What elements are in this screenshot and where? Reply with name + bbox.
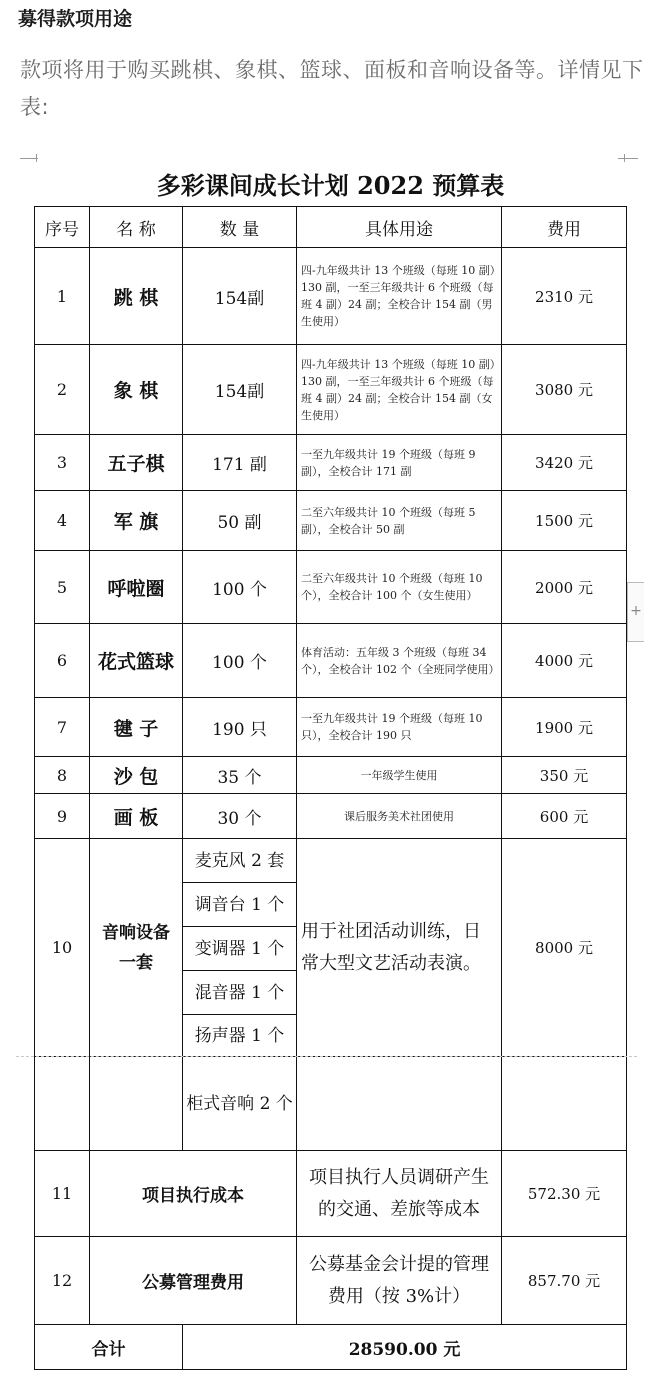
table-row [35,248,627,345]
row-cost: 3080 元 [502,345,627,435]
sub-item: 调音台 1 个 [183,883,297,927]
row-qty: 100 个 [183,551,297,624]
row-cost: 1900 元 [502,698,627,757]
row-qty: 100 个 [183,624,297,698]
budget-table [34,161,627,1370]
table-row [35,698,627,757]
row-name: 项目执行成本 [90,1151,297,1237]
intro-paragraph: 款项将用于购买跳棋、象棋、篮球、面板和音响设备等。详情见下表: [20,58,644,119]
section-heading: 募得款项用途 [18,8,133,30]
row-name: 象 棋 [90,345,183,435]
row-no: 11 [35,1151,90,1237]
row-no: 3 [35,435,90,491]
row-cost: 3420 元 [502,435,627,491]
row-name: 毽 子 [90,698,183,757]
sub-item: 变调器 1 个 [183,927,297,971]
row-use: 项目执行人员调研产生的交通、差旅等成本 [297,1151,502,1237]
table-row [35,551,627,624]
empty-cell [35,1057,90,1151]
row-qty: 190 只 [183,698,297,757]
row-no: 12 [35,1237,90,1325]
table-row [35,757,627,794]
row-qty: 171 副 [183,435,297,491]
page-break-line [16,1056,637,1057]
row-no: 8 [35,757,90,794]
total-label: 合计 [35,1325,183,1370]
row-qty: 50 副 [183,491,297,551]
sub-item: 扬声器 1 个 [183,1015,297,1057]
sub-item: 麦克风 2 套 [183,839,297,883]
table-row [35,345,627,435]
row-no: 5 [35,551,90,624]
total-row [35,1325,627,1370]
header-qty: 数 量 [183,207,297,248]
row-name [90,839,183,1057]
corner-mark-right [618,158,638,159]
row-name: 呼啦圈 [90,551,183,624]
row-qty: 154副 [183,248,297,345]
row-cost: 2310 元 [502,248,627,345]
header-use: 具体用途 [297,207,502,248]
row-no: 1 [35,248,90,345]
row-use: 一至九年级共计 19 个班级（每班 10 只），全校合计 190 只 [297,698,502,757]
table-row [35,435,627,491]
header-no: 序号 [35,207,90,248]
row-no: 6 [35,624,90,698]
empty-cell [502,1057,627,1151]
row-name: 沙 包 [90,757,183,794]
row-cost: 1500 元 [502,491,627,551]
plus-icon: + [630,603,642,619]
table-row [35,1151,627,1237]
row-qty: 154副 [183,345,297,435]
row-name-line2: 一套 [119,952,153,973]
row-use: 公募基金会计提的管理费用（按 3%计） [297,1237,502,1325]
row-cost: 600 元 [502,794,627,839]
table-title: 多彩课间成长计划 2022 预算表 [35,161,627,207]
row-use: 二至六年级共计 10 个班级（每班 10 个），全校合计 100 个（女生使用） [297,551,502,624]
empty-cell [90,1057,183,1151]
table-row [35,1237,627,1325]
row-no: 4 [35,491,90,551]
row-use: 二至六年级共计 10 个班级（每班 5 副），全校合计 50 副 [297,491,502,551]
row-name: 公募管理费用 [90,1237,297,1325]
table-row [35,839,627,883]
header-cost: 费用 [502,207,627,248]
table-row [35,624,627,698]
row-use: 课后服务美术社团使用 [297,794,502,839]
row-name: 军 旗 [90,491,183,551]
row-no: 10 [35,839,90,1057]
row-cost: 2000 元 [502,551,627,624]
row-use: 一年级学生使用 [297,757,502,794]
table-row [35,794,627,839]
table-row [35,1057,627,1151]
row-name: 五子棋 [90,435,183,491]
row-cost: 857.70 元 [502,1237,627,1325]
empty-cell [297,1057,502,1151]
row-no: 2 [35,345,90,435]
row-cost: 350 元 [502,757,627,794]
row-no: 7 [35,698,90,757]
side-expand-tab[interactable] [627,582,644,642]
header-row [35,207,627,248]
row-use: 体育活动：五年级 3 个班级（每班 34 个），全校合计 102 个（全班同学使用） [297,624,502,698]
row-qty: 30 个 [183,794,297,839]
header-name: 名 称 [90,207,183,248]
row-name: 花式篮球 [90,624,183,698]
row-name: 跳 棋 [90,248,183,345]
row-use: 四-九年级共计 13 个班级（每班 10 副）130 副，一至三年级共计 6 个班级（每班 4 副）24 副；全校合计 154 副（女生使用） [297,345,502,435]
row-cost: 572.30 元 [502,1151,627,1237]
row-use: 一至九年级共计 19 个班级（每班 9 副），全校合计 171 副 [297,435,502,491]
total-value: 28590.00 元 [183,1325,627,1370]
row-cost: 8000 元 [502,839,627,1057]
table-row [35,491,627,551]
sub-item: 混音器 1 个 [183,971,297,1015]
row-cost: 4000 元 [502,624,627,698]
row-name: 画 板 [90,794,183,839]
sub-item: 柜式音响 2 个 [183,1057,297,1151]
row-no: 9 [35,794,90,839]
row-use: 四-九年级共计 13 个班级（每班 10 副）130 副，一至三年级共计 6 个班级（每班 4 副）24 副；全校合计 154 副（男生使用） [297,248,502,345]
row-use: 用于社团活动训练，日常大型文艺活动表演。 [297,839,502,1057]
row-name-line1: 音响设备 [102,922,170,943]
row-qty: 35 个 [183,757,297,794]
